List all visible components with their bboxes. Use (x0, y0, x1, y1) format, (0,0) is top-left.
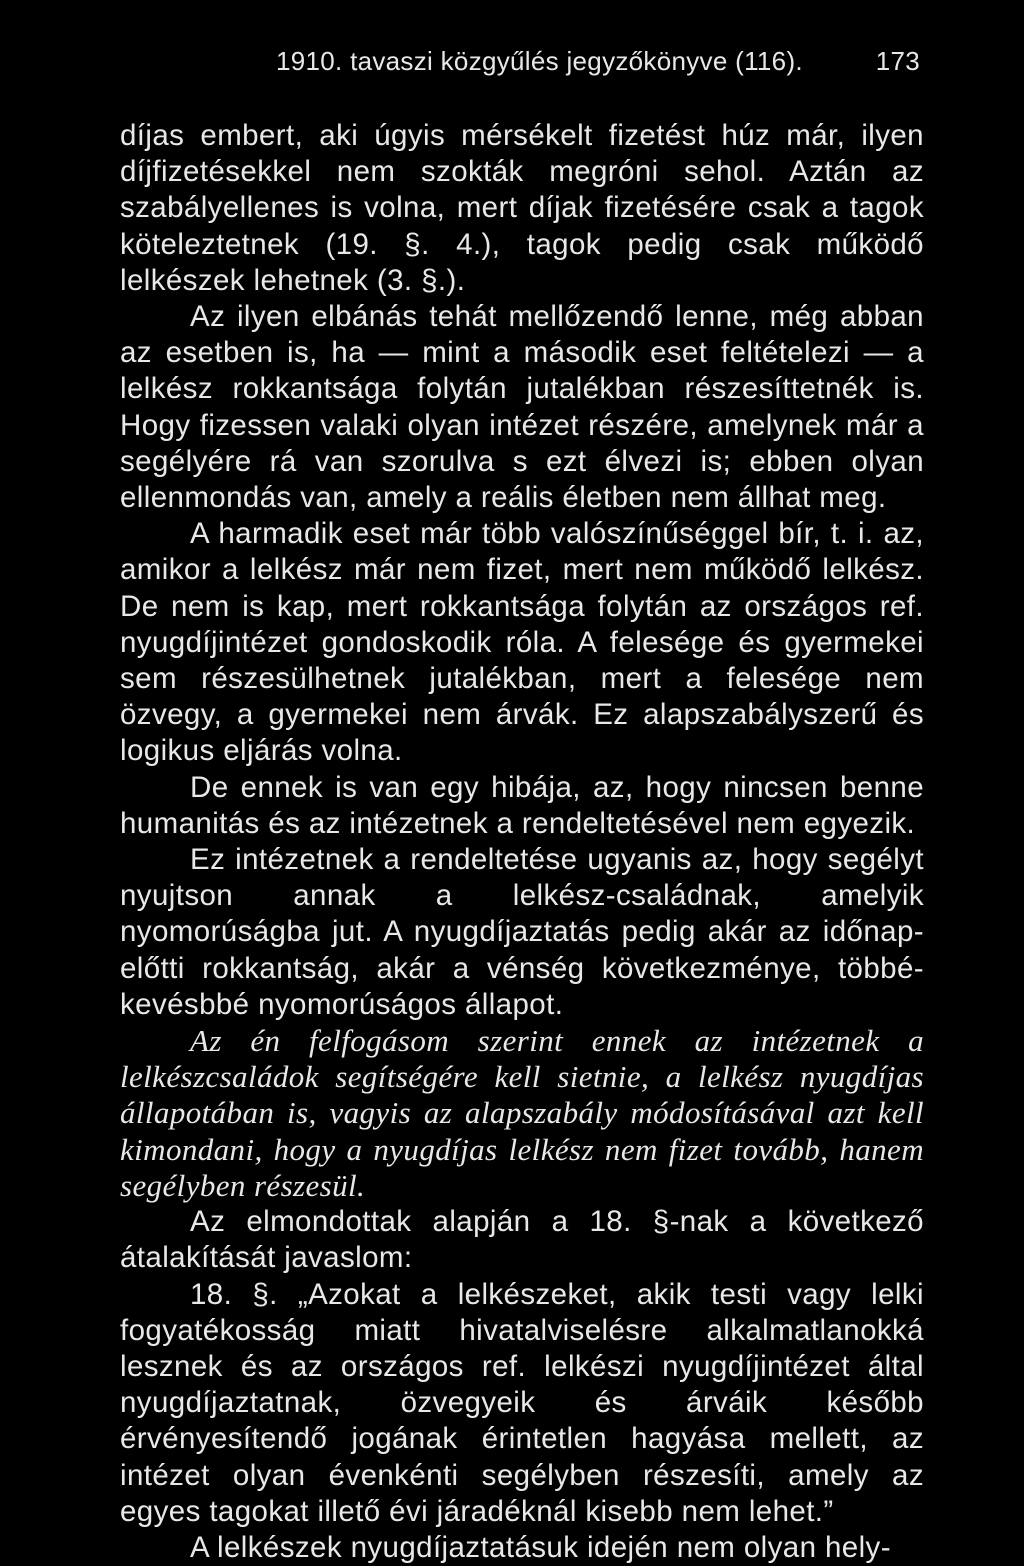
page-header (120, 42, 924, 82)
paragraph: Ez intézetnek a rendeltetése ugyanis az, hogy segélyt nyujtson annak a lelkész-családnak, amelyik nyomorúságba jut. A nyugdíjaztatás pedig akár az időnap-előtti rokkantság, akár a vénség következménye, többé-kevésbbé nyomorúságos állapot. (120, 843, 924, 1021)
page-number: 173 (875, 46, 920, 76)
book-page (120, 42, 924, 1566)
paragraph: De ennek is van egy hibája, az, hogy nincsen benne humanitás és az intézetnek a rendeltetésével nem egyezik. (120, 770, 924, 840)
italic-paragraph: Az én felfogásom szerint ennek az intézetnek a lelkészcsaládok segítségére kell sietnie, a lelkész nyugdíjas állapotában is, vagyis az alapszabály módosításával azt kell kimondani, hogy a nyugdíjas lelkész nem fizet tovább, hanem segélyben részesül. (120, 1023, 924, 1203)
paragraph: Az elmondottak alapján a 18. §-nak a következő átalakítását javaslom: (120, 1205, 924, 1275)
body-text (120, 118, 924, 1566)
paragraph: Az ilyen elbánás tehát mellőzendő lenne, még abban az esetben is, ha — mint a második eset feltételezi — a lelkész rokkantsága folytán jutalékban részesíttetnék is. Hogy fizessen valaki olyan intézet részére, amelynek már a segélyére rá van szorulva s ezt élvezi is; ebben olyan ellenmondás van, amely a reális életben nem állhat meg. (120, 300, 924, 515)
paragraph: A lelkészek nyugdíjaztatásuk idején nem olyan hely- (190, 1530, 891, 1564)
paragraph: A harmadik eset már több valószínűséggel bír, t. i. az, amikor a lelkész már nem fizet, mert nem működő lelkész. De nem is kap, mert rokkantsága folytán az országos ref. nyugdíjintézet gondoskodik róla. A felesége és gyermekei sem részesülhetnek jutalékban, mert a felesége nem özvegy, a gyermekei nem árvák. Ez alapszabályszerű és logikus eljárás volna. (120, 517, 924, 768)
running-title: 1910. tavaszi közgyűlés jegyzőkönyve (116). (276, 46, 803, 76)
paragraph-continuation: díjas embert, aki úgyis mérsékelt fizetést húz már, ilyen díjfizetésekkel nem szokták megróni sehol. Aztán az szabályellenes is volna, mert díjak fizetésére csak a tagok köteleztetnek (19. §. 4.), tagok pedig csak működő lelkészek lehetnek (3. §.). (120, 119, 924, 297)
proposed-rule-paragraph: 18. §. „Azokat a lelkészeket, akik testi vagy lelki fogyatékosság miatt hivatalviselésre alkalmatlanokká lesznek és az országos ref. lelkészi nyugdíjintézet által nyugdíjaztatnak, özvegyeik és árváik később érvényesítendő jogának érintetlen hagyása mellett, az intézet olyan évenkénti segélyben részesíti, amely az egyes tagokat illető évi járadéknál kisebb nem lehet.” (120, 1277, 924, 1528)
